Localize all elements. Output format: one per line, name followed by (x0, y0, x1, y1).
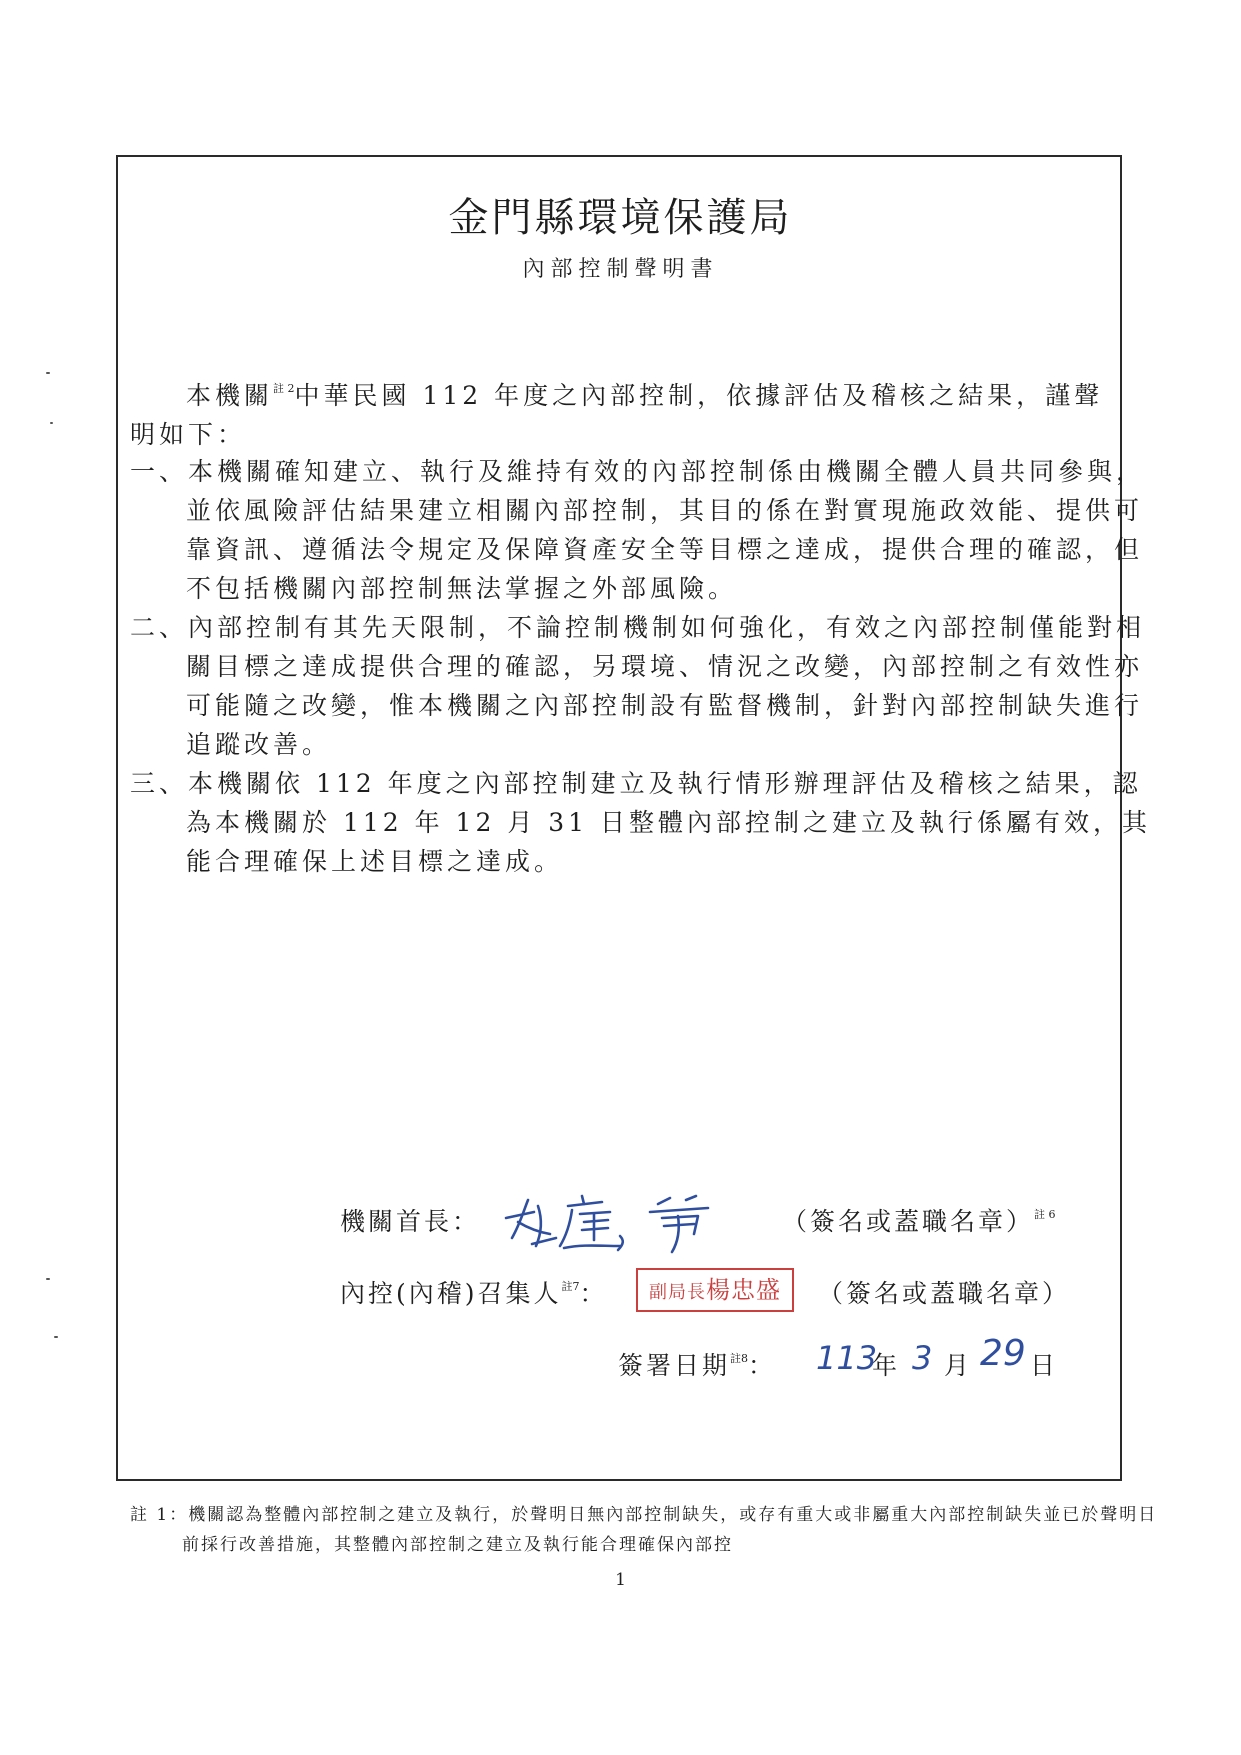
document-subtitle: 內部控制聲明書 (522, 257, 719, 282)
convener-seal (636, 1268, 794, 1312)
year-unit: 年 (872, 1351, 901, 1380)
scan-speck (46, 372, 50, 374)
handwritten-day: 29 (980, 1333, 1026, 1374)
month-unit: 月 (944, 1351, 973, 1380)
handwritten-year: 113 (816, 1339, 878, 1377)
intro-text-after: 中華民國 112 年度之內部控制，依據評估及稽核之結果，謹聲明如下： (130, 381, 1104, 449)
date-label: 簽署日期$^{註8}$： (618, 1351, 777, 1380)
scan-speck (54, 1336, 58, 1338)
date-note-mark: 註8 (730, 1352, 749, 1365)
intro-text-before: 本機關 (186, 381, 274, 410)
statement-item-1: 一、本機關確知建立、執行及維持有效的內部控制係由機關全體人員共同參與，並依風險評估結果建立相關內部控制，其目的係在對實現施政效能、提供可靠資訊、遵循法令規定及保障資產安全等目標之達成，提供合理的確認，但不包括機關內部控制無法掌握之外部風險。 (130, 457, 1146, 603)
scan-speck (50, 422, 53, 424)
intro-note-mark: 註 2 (273, 382, 295, 395)
seal-title: 副局長 (649, 1282, 706, 1303)
statement-intro (130, 376, 1110, 454)
footnote-1: 註 1：機關認為整體內部控制之建立及執行，於聲明日無內部控制缺失，或存有重大或非屬重大內部控制缺失並已於聲明日前採行改善措施，其整體內部控制之建立及執行能合理確保內部控 (130, 1505, 1158, 1555)
convener-note-mark: 註7 (561, 1280, 580, 1293)
page-number: 1 (615, 1570, 626, 1590)
head-label: 機關首長： (340, 1207, 481, 1236)
statement-item-3: 三、本機關依 112 年度之內部控制建立及執行情形辦理評估及稽核之結果，認為本機關於 112 年 12 月 31 日整體內部控制之建立及執行係屬有效，其能合理確保上述目標之達成。 (130, 769, 1152, 876)
head-note-mark: 註 6 (1034, 1208, 1056, 1221)
head-signature-instruction: （簽名或蓋職名章）$^{註 6}$ (782, 1207, 1056, 1236)
convener-label: 內控(內稽)召集人$^{註7}$： (340, 1279, 608, 1308)
convener-signature-instruction: （簽名或蓋職名章） (818, 1279, 1071, 1308)
handwritten-signature (498, 1188, 738, 1254)
agency-title: 金門縣環境保護局 (448, 195, 793, 241)
statement-item-2: 二、內部控制有其先天限制，不論控制機制如何強化，有效之內部控制僅能對相關目標之達成提供合理的確認，另環境、情況之改變，內部控制之有效性亦可能隨之改變，惟本機關之內部控制設有監督機制，針對內部控制缺失進行追蹤改善。 (130, 613, 1146, 759)
day-unit: 日 (1030, 1351, 1059, 1380)
scan-speck (46, 1278, 50, 1280)
handwritten-month: 3 (912, 1339, 933, 1377)
seal-name: 楊忠盛 (706, 1276, 781, 1304)
